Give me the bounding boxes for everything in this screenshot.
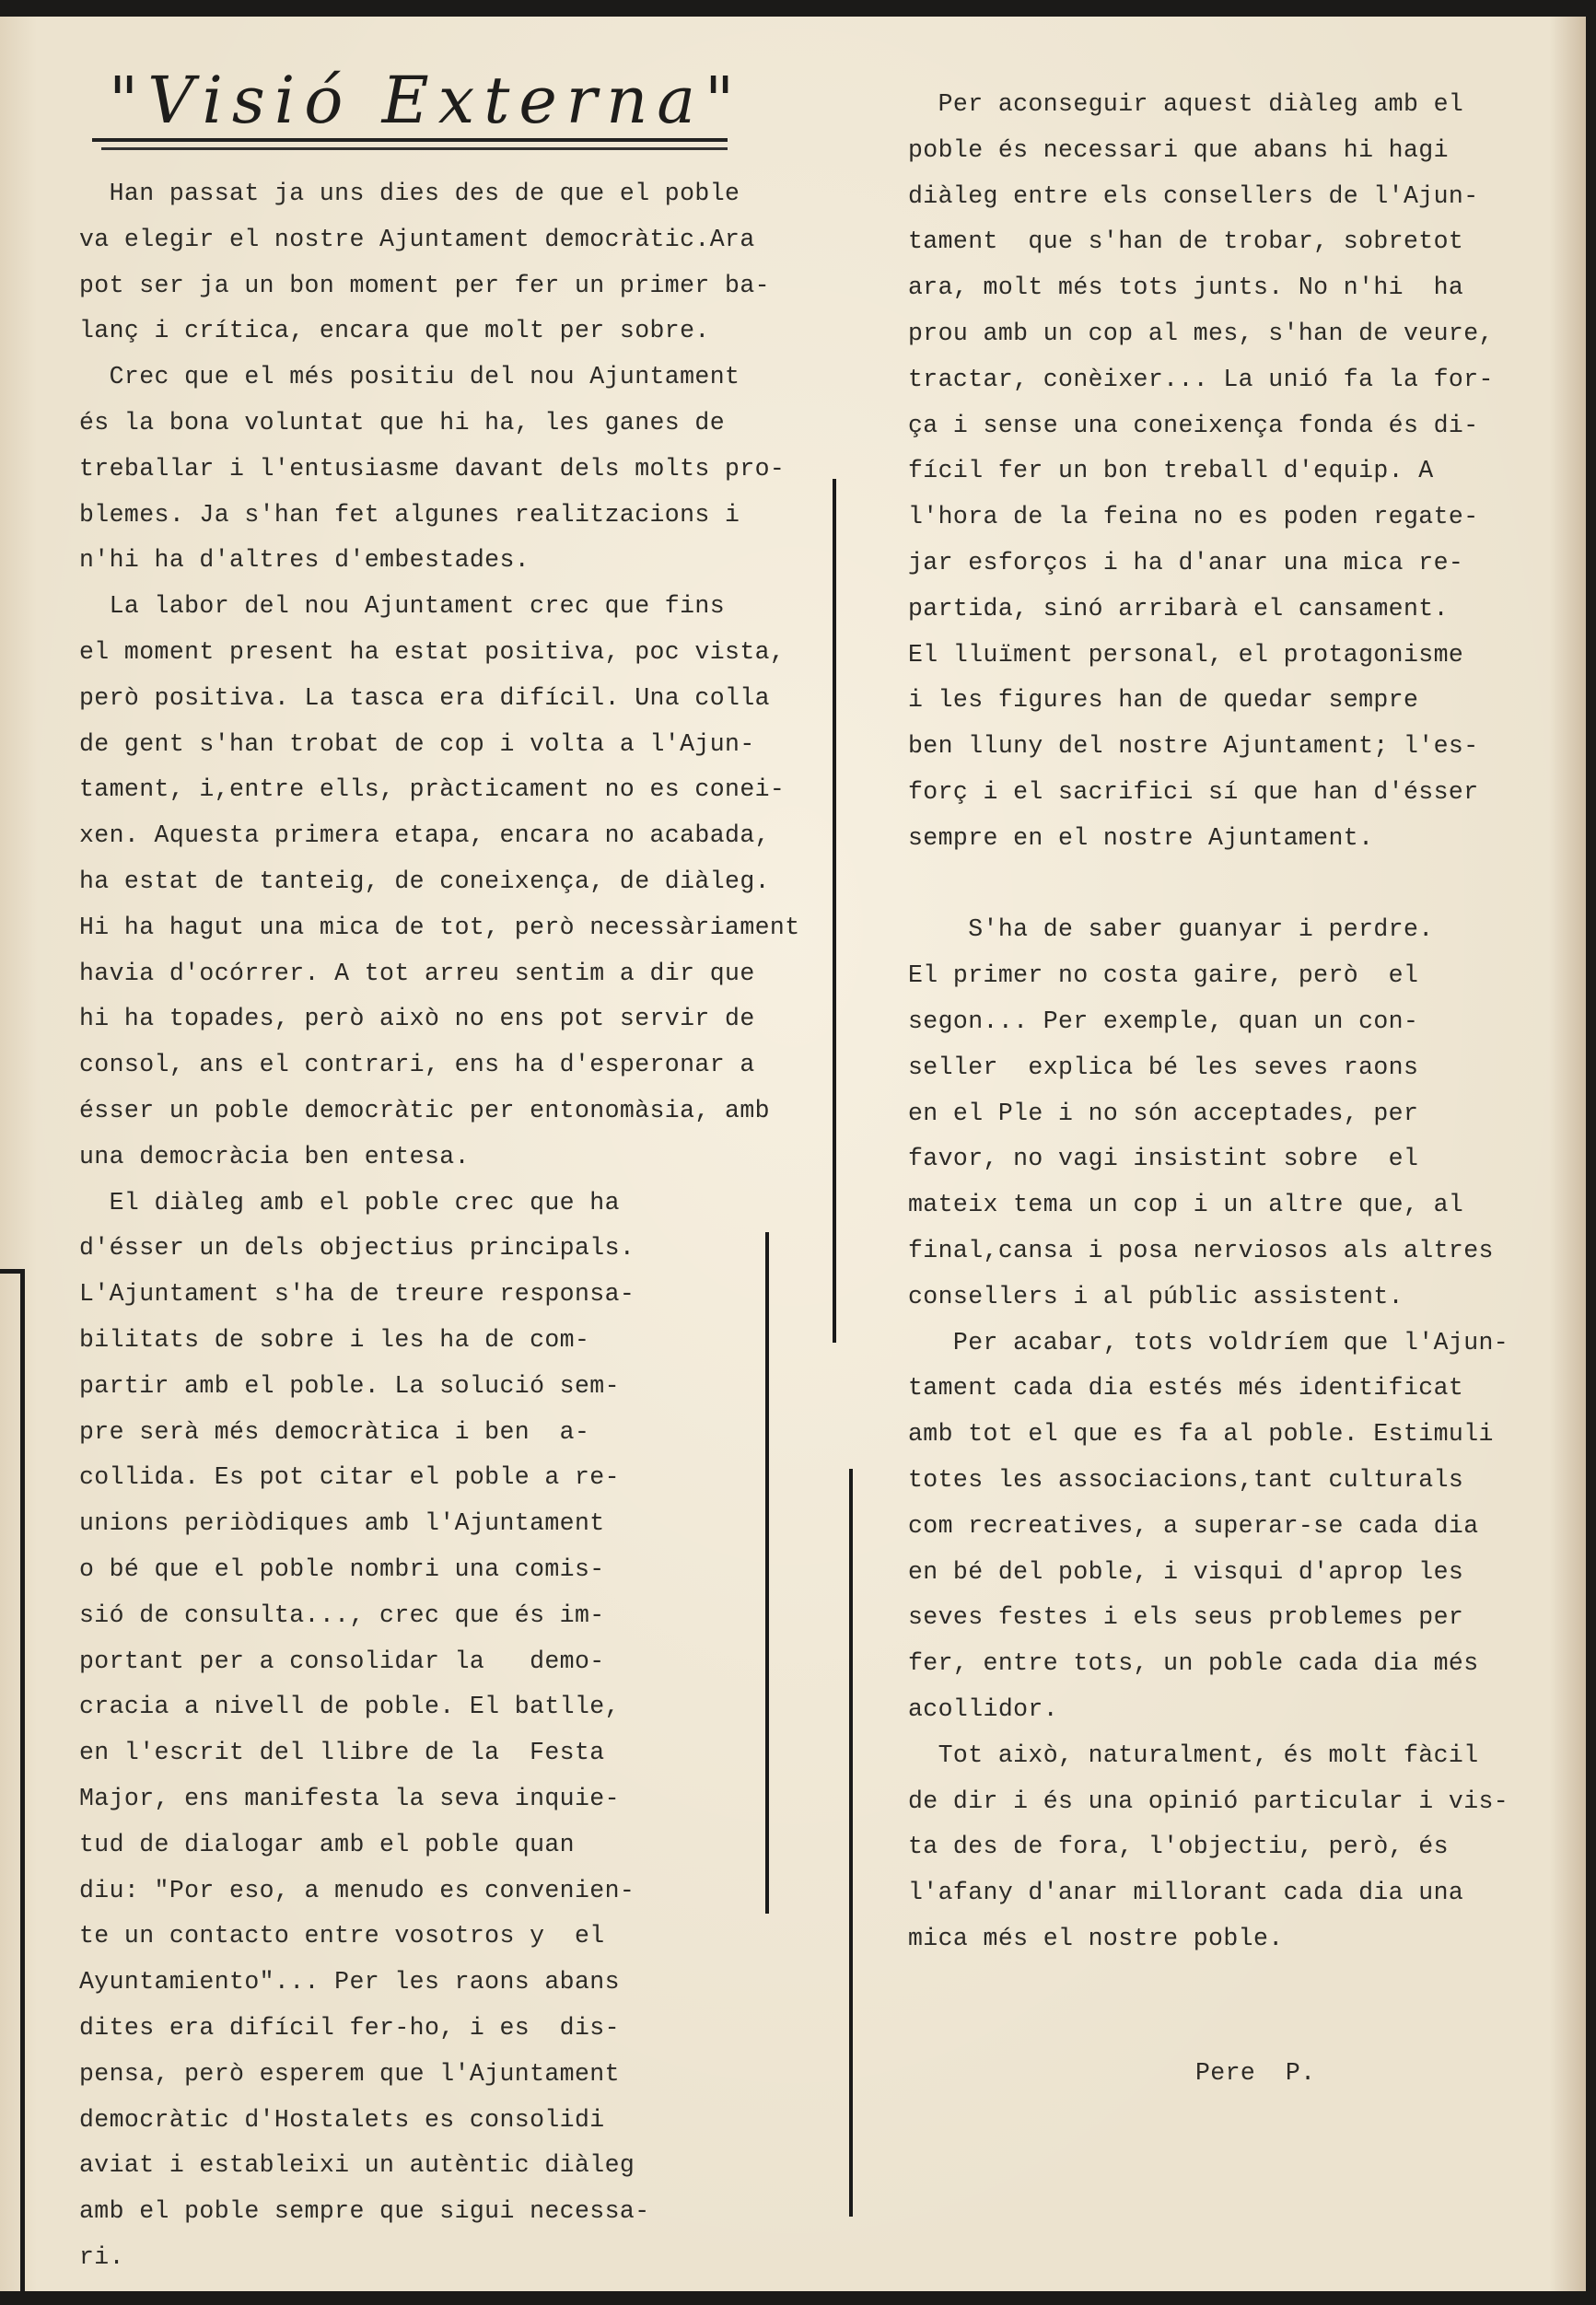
- text-line: l'hora de la feina no es poden regate-: [908, 503, 1479, 531]
- text-line: el moment present ha estat positiva, poc vista,: [79, 638, 786, 666]
- text-line: blemes. Ja s'han fet algunes realitzacions i: [79, 500, 740, 529]
- text-line: és la bona voluntat que hi ha, les ganes de: [79, 409, 726, 437]
- text-line: partir amb el poble. La solució sem-: [79, 1371, 620, 1400]
- text-line: amb el poble sempre que sigui necessa-: [79, 2197, 650, 2226]
- text-line: consellers i al públic assistent.: [908, 1282, 1404, 1310]
- text-line: S'ha de saber guanyar i perdre.: [908, 915, 1434, 944]
- text-line: seves festes i els seus problemes per: [908, 1603, 1464, 1632]
- text-line: fícil fer un bon treball d'equip. A: [908, 457, 1434, 485]
- text-line: amb tot el que es fa al poble. Estimuli: [908, 1420, 1494, 1449]
- text-line: treballar i l'entusiasme davant dels molts pro-: [79, 454, 786, 483]
- text-line: El lluïment personal, el protagonisme: [908, 640, 1464, 669]
- text-line: en l'escrit del llibre de la Festa: [79, 1739, 605, 1767]
- text-line: segon... Per exemple, quan un con-: [908, 1007, 1419, 1035]
- text-line: ça i sense una coneixença fonda és di-: [908, 411, 1479, 439]
- text-line: aviat i estableixi un autèntic diàleg: [79, 2151, 635, 2180]
- text-line: collida. Es pot citar el poble a re-: [79, 1463, 620, 1492]
- text-line: de dir i és una opinió particular i vis-: [908, 1787, 1509, 1815]
- text-line: Ayuntamiento"... Per les raons abans: [79, 1968, 620, 1997]
- text-line: lanç i crítica, encara que molt per sobre.: [79, 317, 710, 345]
- text-line: va elegir el nostre Ajuntament democràtic.Ara: [79, 225, 755, 253]
- text-line: mateix tema un cop i un altre que, al: [908, 1191, 1464, 1219]
- text-line: Hi ha hagut una mica de tot, però necessàriament: [79, 913, 800, 941]
- text-line: pensa, però esperem que l'Ajuntament: [79, 2059, 620, 2088]
- text-line: Per acabar, tots voldríem que l'Ajun-: [908, 1328, 1509, 1356]
- column-rule-lower: [849, 1469, 853, 2217]
- text-line: portant per a consolidar la demo-: [79, 1647, 605, 1675]
- title-underline-double: [101, 147, 728, 150]
- text-line: acollidor.: [908, 1695, 1059, 1723]
- column-rule-middle: [765, 1232, 769, 1914]
- text-line: l'afany d'anar millorant cada dia una: [908, 1879, 1464, 1907]
- text-line: consol, ans el contrari, ens ha d'esperonar a: [79, 1051, 755, 1079]
- title-underline: [92, 138, 728, 142]
- text-line: xen. Aquesta primera etapa, encara no acabada,: [79, 821, 770, 850]
- text-line: diu: "Por eso, a menudo es convenien-: [79, 1876, 635, 1904]
- text-line: fer, entre tots, un poble cada dia més: [908, 1649, 1479, 1678]
- text-line: totes les associacions,tant culturals: [908, 1466, 1464, 1494]
- text-line: tractar, conèixer... La unió fa la for-: [908, 365, 1494, 393]
- text-line: Tot això, naturalment, és molt fàcil: [908, 1740, 1479, 1769]
- text-line: en el Ple i no són acceptades, per: [908, 1099, 1419, 1127]
- text-line: pot ser ja un bon moment per fer un primer ba-: [79, 271, 770, 299]
- text-line: o bé que el poble nombri una comis-: [79, 1555, 605, 1583]
- text-line: La labor del nou Ajuntament crec que fins: [79, 592, 726, 621]
- text-line: final,cansa i posa nerviosos als altres: [908, 1237, 1494, 1264]
- author-signature: Pere P.: [1195, 2059, 1316, 2087]
- column-rule-upper: [833, 479, 836, 1343]
- text-line: favor, no vagi insistint sobre el: [908, 1145, 1419, 1173]
- text-line: cracia a nivell de poble. El batlle,: [79, 1693, 620, 1721]
- text-line: prou amb un cop al mes, s'han de veure,: [908, 320, 1494, 347]
- text-line: dites era difícil fer-ho, i es dis-: [79, 2014, 620, 2042]
- text-line: tament, i,entre ells, pràcticament no es conei-: [79, 775, 786, 804]
- text-line: ri.: [79, 2243, 124, 2271]
- text-line: ta des de fora, l'objectiu, però, és: [908, 1833, 1449, 1861]
- text-line: en bé del poble, i visqui d'aprop les: [908, 1557, 1464, 1586]
- text-line: pre serà més democràtica i ben a-: [79, 1417, 590, 1446]
- text-line: però positiva. La tasca era difícil. Una colla: [79, 683, 770, 712]
- text-line: tud de dialogar amb el poble quan: [79, 1830, 575, 1858]
- text-line: te un contacto entre vosotros y el: [79, 1922, 605, 1950]
- document-page: [0, 17, 1586, 2291]
- text-line: ésser un poble democràtic per entonomàsia, amb: [79, 1097, 770, 1124]
- text-line: sió de consulta..., crec que és im-: [79, 1601, 605, 1629]
- text-line: n'hi ha d'altres d'embestades.: [79, 546, 530, 575]
- right-column: [908, 81, 1553, 2015]
- left-column: [79, 170, 816, 2279]
- text-line: ben lluny del nostre Ajuntament; l'es-: [908, 732, 1479, 761]
- text-line: poble és necessari que abans hi hagi: [908, 135, 1449, 164]
- text-line: hi ha topades, però això no ens pot servir de: [79, 1005, 755, 1033]
- text-line: jar esforços i ha d'anar una mica re-: [908, 549, 1464, 576]
- text-line: i les figures han de quedar sempre: [908, 686, 1419, 715]
- text-line: de gent s'han trobat de cop i volta a l'Ajun-: [79, 729, 755, 758]
- text-line: bilitats de sobre i les ha de com-: [79, 1326, 590, 1354]
- text-line: El diàleg amb el poble crec que ha: [79, 1188, 620, 1217]
- text-line: havia d'ocórrer. A tot arreu sentim a dir que: [79, 959, 755, 987]
- text-line: diàleg entre els consellers de l'Ajun-: [908, 181, 1479, 210]
- text-line: Per aconseguir aquest diàleg amb el: [908, 90, 1464, 118]
- text-line: seller explica bé les seves raons: [908, 1053, 1419, 1081]
- text-line: ha estat de tanteig, de coneixença, de diàleg.: [79, 867, 770, 895]
- text-line: Crec que el més positiu del nou Ajuntament: [79, 363, 740, 391]
- text-line: democràtic d'Hostalets es consolidi: [79, 2105, 605, 2134]
- article-title: "Visió Externa": [109, 63, 744, 138]
- text-line: ara, molt més tots junts. No n'hi ha: [908, 274, 1464, 302]
- text-line: tament que s'han de trobar, sobretot: [908, 227, 1464, 256]
- left-frame-border: [0, 1269, 25, 2291]
- text-line: sempre en el nostre Ajuntament.: [908, 823, 1374, 852]
- text-line: partida, sinó arribarà el cansament.: [908, 594, 1449, 623]
- text-line: Major, ens manifesta la seva inquie-: [79, 1785, 620, 1812]
- text-line: Han passat ja uns dies des de que el poble: [79, 180, 740, 207]
- text-line: unions periòdiques amb l'Ajuntament: [79, 1509, 605, 1538]
- text-line: El primer no costa gaire, però el: [908, 961, 1419, 990]
- text-line: forç i el sacrifici sí que han d'ésser: [908, 778, 1479, 806]
- text-line: d'ésser un dels objectius principals.: [79, 1234, 635, 1263]
- text-line: L'Ajuntament s'ha de treure responsa-: [79, 1280, 635, 1309]
- text-line: mica més el nostre poble.: [908, 1925, 1284, 1952]
- text-line: com recreatives, a superar-se cada dia: [908, 1511, 1479, 1540]
- text-line: una democràcia ben entesa.: [79, 1142, 470, 1170]
- text-line: tament cada dia estés més identificat: [908, 1374, 1464, 1403]
